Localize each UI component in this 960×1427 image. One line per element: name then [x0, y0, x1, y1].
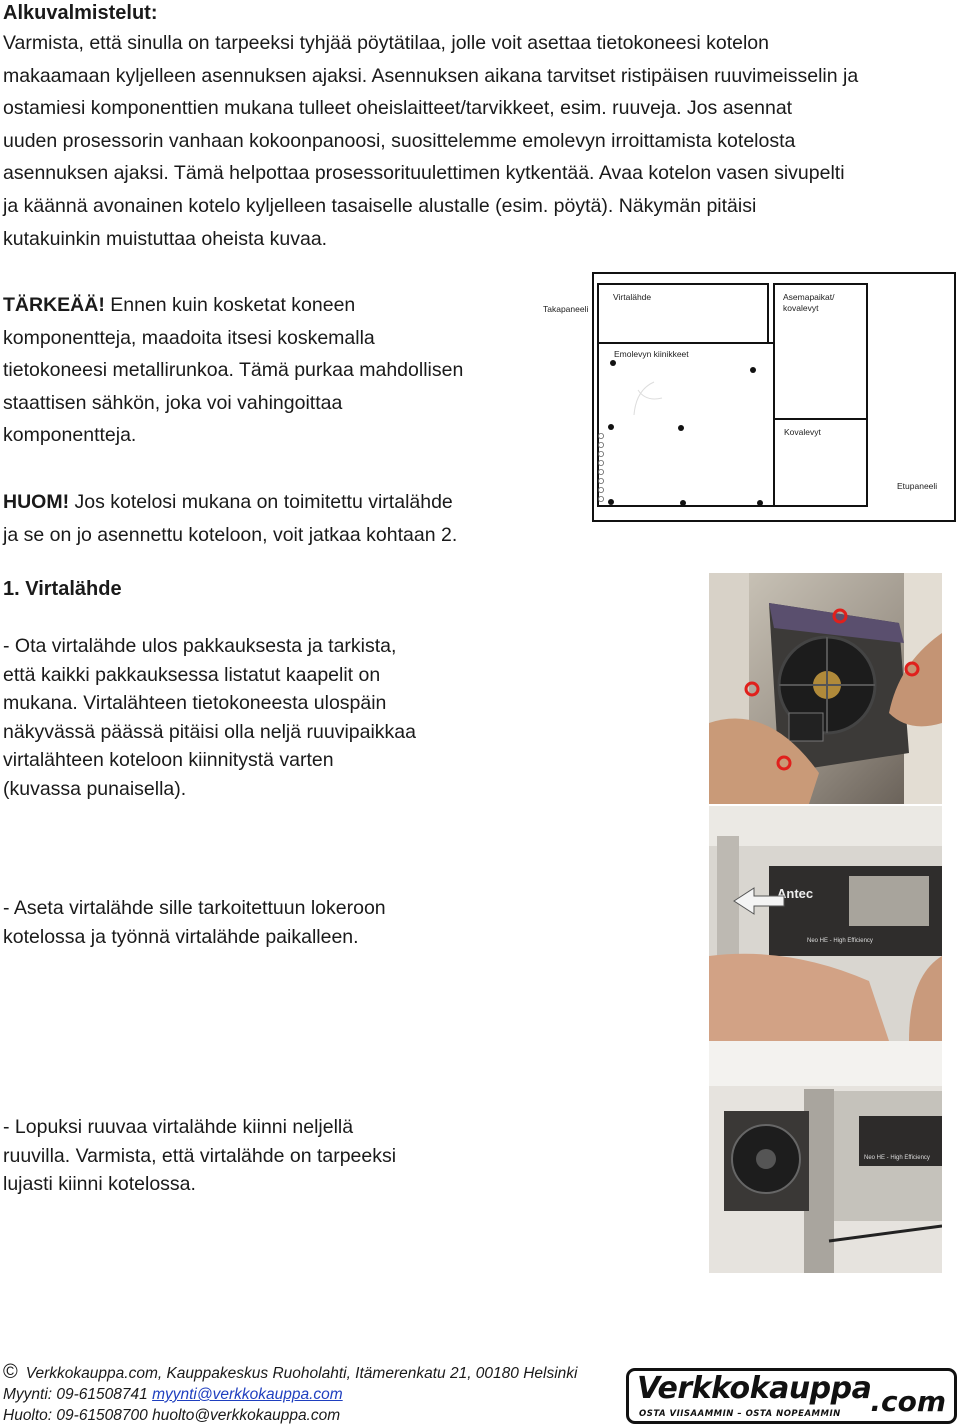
logo-dotcom: .com [870, 1385, 946, 1418]
important-line: tietokoneesi metallirunkoa. Tämä purkaa mahdollisen [3, 359, 464, 382]
important-line: Ennen kuin kosketat koneen [104, 294, 356, 316]
step3-paragraph [3, 1113, 693, 1199]
label-kovalevyt-top: kovalevyt [783, 303, 819, 313]
step1-line: että kaikki pakkauksessa listatut kaapelit on [3, 663, 381, 686]
prereq-line: ostamiesi komponenttien mukana tulleet oheislaitteet/tarvikkeet, esim. ruuveja. Jos asennat [3, 97, 793, 120]
step1-line: virtalähteen koteloon kiinnitystä varten [3, 749, 334, 772]
logo-wordmark [637, 1371, 871, 1407]
psu-photo-2-illustration [709, 806, 942, 1041]
psu-photo-3 [709, 1041, 942, 1273]
step2-line: kotelossa ja työnnä virtalähde paikalleen. [3, 925, 359, 948]
footer-sales [3, 1384, 343, 1406]
footer-address-text: Verkkokauppa.com, Kauppakeskus Ruoholahti, Itämerenkatu 21, 00180 Helsinki [25, 1365, 578, 1382]
important-label: TÄRKEÄÄ! [3, 294, 105, 316]
note-line: ja se on jo asennettu koteloon, voit jatkaa kohtaan 2. [3, 523, 458, 546]
prereq-line: kutakuinkin muistuttaa oheista kuvaa. [3, 227, 328, 250]
step3-line: ruuvilla. Varmista, että virtalähde on tarpeeksi [3, 1144, 397, 1167]
sales-email-link[interactable]: myynti@verkkokauppa.com [152, 1386, 343, 1403]
psu-model-text: Neo HE - High Efficiency [807, 938, 873, 944]
copyright-symbol: © [3, 1361, 18, 1383]
prereq-heading: Alkuvalmistelut: [3, 2, 158, 24]
psu-model-text-2: Neo HE - High Efficiency [864, 1155, 930, 1161]
prereq-line: asennuksen ajaksi. Tämä helpottaa prosessorituulettimen kytkentää. Avaa kotelon vasen sivupelti [3, 162, 845, 185]
step1-paragraph [3, 632, 693, 804]
note-line: Jos kotelosi mukana on toimitettu virtalähde [69, 491, 453, 513]
label-virtalahde: Virtalähde [613, 292, 652, 302]
prereq-line: Varmista, että sinulla on tarpeeksi tyhjää pöytätilaa, jolle voit asettaa tietokoneesi kotelon [3, 32, 769, 54]
footer-address [3, 1361, 613, 1385]
step3-line: - Lopuksi ruuvaa virtalähde kiinni neljellä [3, 1116, 354, 1138]
prereq-line: ja käännä avonainen kotelo kyljelleen tasaiselle alustalle (esim. pöytä). Näkymän pitäisi [3, 194, 757, 217]
psu-photo-1 [709, 573, 942, 804]
step1-line: (kuvassa punaisella). [3, 777, 187, 800]
verkkokauppa-logo [626, 1368, 957, 1424]
psu-photo-2 [709, 806, 942, 1041]
label-takapaneeli: Takapaneeli [543, 304, 589, 314]
important-line: komponentteja. [3, 424, 137, 447]
label-emolevyn-kiinikkeet: Emolevyn kiinikkeet [614, 349, 689, 359]
label-asemapaikat: Asemapaikat/ [783, 292, 835, 302]
prereq-line: uuden prosessorin vanhaan kokoonpanoosi, suosittelemme emolevyn irroittamista kotelosta [3, 129, 796, 152]
psu-brand-text: Antec [777, 886, 814, 901]
important-line: staattisen sähkön, joka voi vahingoittaa [3, 391, 343, 414]
psu-photo-1-illustration [709, 573, 942, 804]
psu-photo-3-illustration [709, 1041, 942, 1273]
section1-heading: 1. Virtalähde [3, 578, 122, 600]
label-etupaneeli: Etupaneeli [897, 481, 938, 491]
step1-line: näkyvässä päässä pitäisi olla neljä ruuvipaikkaa [3, 720, 416, 743]
step1-line: - Ota virtalähde ulos pakkauksesta ja tarkista, [3, 635, 397, 657]
important-paragraph [3, 289, 523, 452]
note-label: HUOM! [3, 491, 70, 513]
label-kovalevyt: Kovalevyt [784, 427, 821, 437]
footer-sales-label: Myynti: 09-61508741 [3, 1386, 153, 1403]
note-paragraph [3, 486, 543, 551]
footer-service: Huolto: 09-61508700 huolto@verkkokauppa.com [3, 1407, 341, 1424]
step2-paragraph [3, 894, 693, 951]
logo-text: Verkkokauppa [637, 1371, 872, 1406]
case-diagram [538, 270, 958, 526]
important-line: komponentteja, maadoita itsesi koskemalla [3, 326, 375, 349]
step1-line: mukana. Virtalähteen tietokoneesta ulospäin [3, 692, 387, 715]
prereq-line: makaamaan kyljelleen asennuksen ajaksi. Asennuksen aikana tarvitset ristipäisen ruuvimeisselin ja [3, 64, 859, 87]
step2-line: - Aseta virtalähde sille tarkoitettuun lokeroon [3, 897, 386, 919]
prereq-paragraph [3, 27, 958, 255]
logo-slogan: OSTA VIISAAMMIN – OSTA NOPEAMMIN [639, 1409, 841, 1419]
step3-line: lujasti kiinni kotelossa. [3, 1173, 196, 1196]
